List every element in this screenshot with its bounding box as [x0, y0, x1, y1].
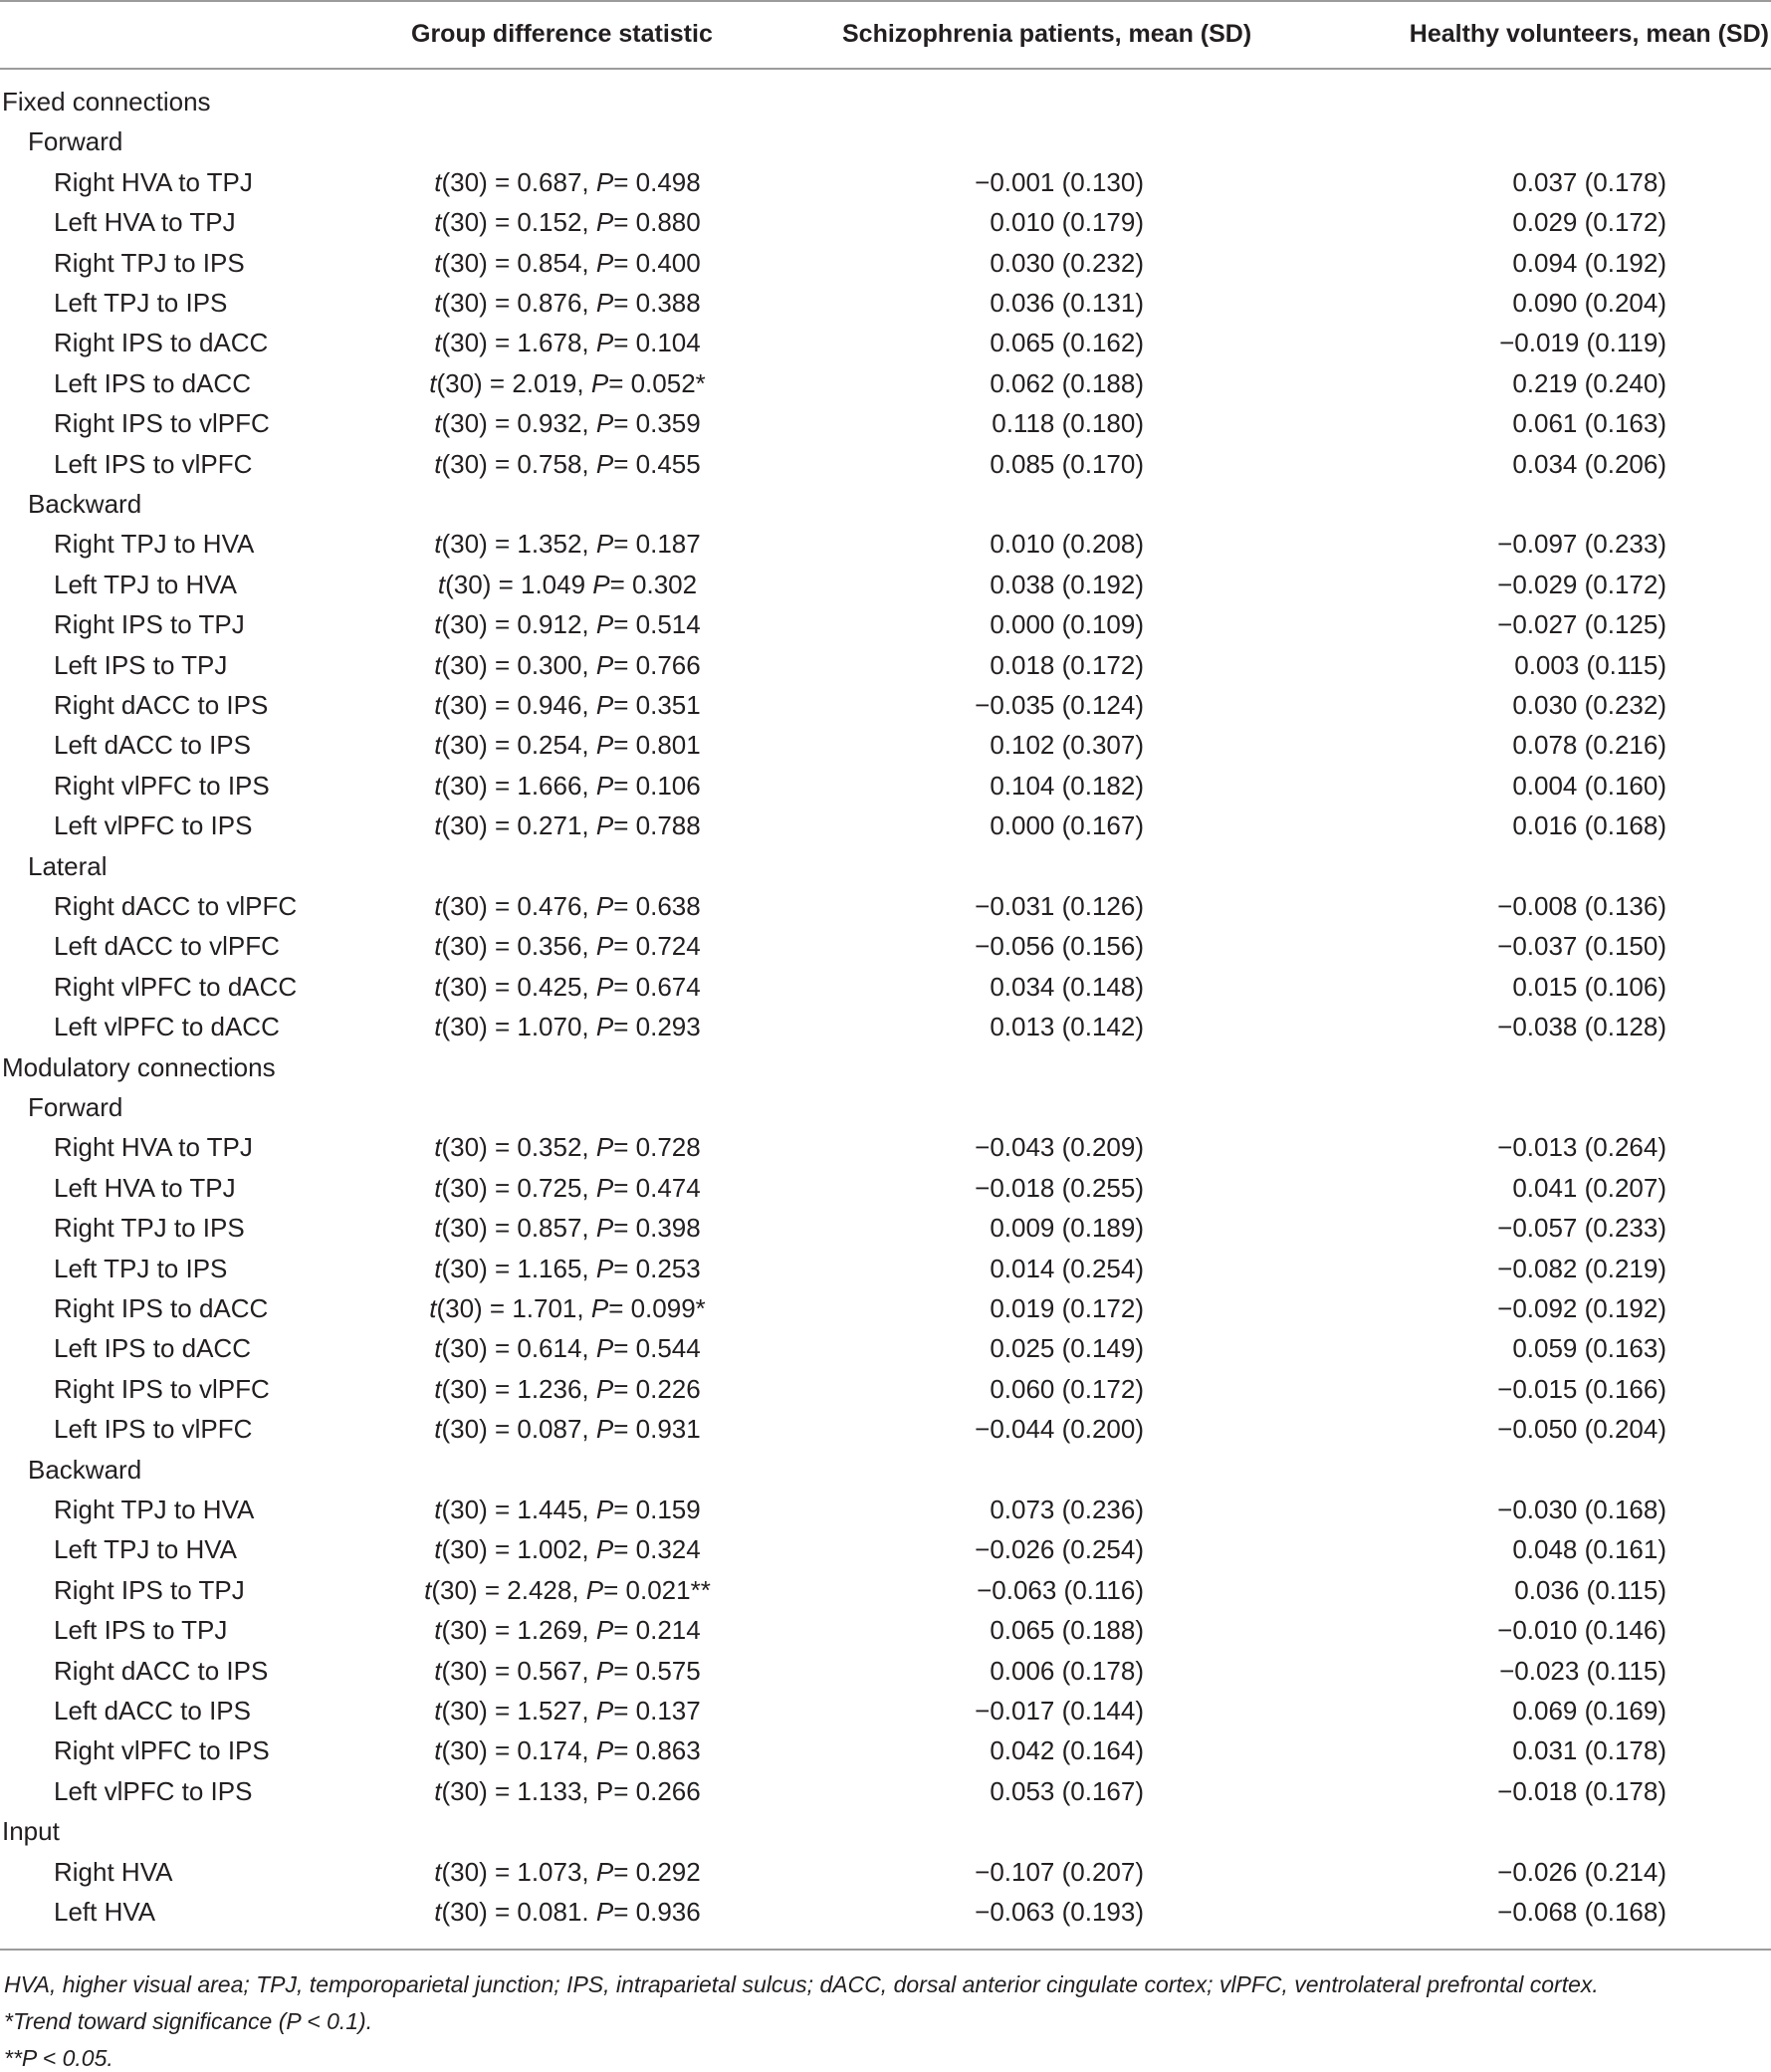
group-label: Forward [28, 1092, 123, 1122]
healthy-mean-cell: −0.030 (0.168) [1497, 1495, 1666, 1524]
schizophrenia-mean-cell: 0.038 (0.192) [990, 569, 1144, 599]
healthy-mean-cell: 0.031 (0.178) [1512, 1735, 1666, 1766]
table-row [0, 1529, 1771, 1569]
healthy-mean-cell: 0.219 (0.240) [1512, 367, 1666, 398]
healthy-mean-cell: 0.059 (0.163) [1512, 1333, 1666, 1364]
table-row [0, 806, 1771, 845]
schizophrenia-mean-cell: 0.006 (0.178) [990, 1655, 1144, 1686]
connection-label: Left IPS to dACC [54, 367, 251, 398]
table-row [0, 886, 1771, 926]
schizophrenia-mean-cell: 0.030 (0.232) [990, 247, 1144, 278]
healthy-mean-cell: 0.003 (0.115) [1514, 649, 1666, 680]
group-difference-cell: t(30) = 0.567, P= 0.575 [434, 1655, 701, 1686]
schizophrenia-mean-cell: 0.009 (0.189) [990, 1213, 1144, 1244]
header-healthy: Healthy volunteers, mean (SD) [1409, 20, 1769, 48]
healthy-mean-cell: −0.010 (0.146) [1497, 1615, 1666, 1646]
table-row [0, 766, 1771, 806]
healthy-mean-cell: −0.019 (0.119) [1499, 328, 1666, 358]
table-row [0, 1852, 1771, 1892]
healthy-mean-cell: −0.015 (0.166) [1497, 1373, 1666, 1404]
group-difference-cell: t(30) = 0.857, P= 0.398 [434, 1213, 701, 1244]
connection-label: Left IPS to vlPFC [54, 1414, 253, 1445]
schizophrenia-mean-cell: −0.017 (0.144) [975, 1696, 1144, 1726]
group-difference-cell: t(30) = 0.300, P= 0.766 [434, 649, 701, 680]
group-difference-cell: t(30) = 1.527, P= 0.137 [434, 1696, 701, 1726]
group-difference-cell: t(30) = 1.666, P= 0.106 [434, 770, 701, 801]
group-label: Backward [28, 1454, 142, 1485]
schizophrenia-mean-cell: 0.010 (0.208) [990, 529, 1144, 560]
section-row [0, 82, 1771, 121]
group-difference-cell: t(30) = 1.445, P= 0.159 [434, 1495, 701, 1524]
table-row [0, 1369, 1771, 1409]
connection-label: Left dACC to IPS [54, 1696, 251, 1726]
schizophrenia-mean-cell: 0.013 (0.142) [990, 1012, 1144, 1042]
schizophrenia-mean-cell: −0.018 (0.255) [975, 1172, 1144, 1203]
healthy-mean-cell: 0.061 (0.163) [1512, 408, 1666, 439]
table-row [0, 403, 1771, 443]
connection-label: Right TPJ to IPS [54, 1213, 245, 1244]
group-difference-cell: t(30) = 0.476, P= 0.638 [434, 891, 701, 921]
connection-label: Right TPJ to HVA [54, 1495, 255, 1524]
table-row [0, 363, 1771, 403]
group-row [0, 484, 1771, 524]
connection-label: Left IPS to TPJ [54, 649, 228, 680]
header-group-difference: Group difference statistic [411, 20, 713, 48]
connection-label: Right HVA to TPJ [54, 166, 253, 197]
group-label: Lateral [28, 850, 108, 881]
healthy-mean-cell: 0.069 (0.169) [1512, 1696, 1666, 1726]
connection-label: Left TPJ to IPS [54, 1253, 228, 1283]
healthy-mean-cell: −0.008 (0.136) [1497, 891, 1666, 921]
group-difference-cell: t(30) = 0.152, P= 0.880 [434, 207, 701, 238]
footnote-significance: **P < 0.05. [4, 2045, 113, 2071]
schizophrenia-mean-cell: 0.073 (0.236) [990, 1495, 1144, 1524]
group-label: Forward [28, 126, 123, 157]
schizophrenia-mean-cell: −0.063 (0.116) [977, 1574, 1144, 1605]
schizophrenia-mean-cell: 0.042 (0.164) [990, 1735, 1144, 1766]
footnote-trend: *Trend toward significance (P < 0.1). [4, 2008, 373, 2034]
healthy-mean-cell: −0.082 (0.219) [1497, 1253, 1666, 1283]
group-difference-cell: t(30) = 0.174, P= 0.863 [434, 1735, 701, 1766]
table-row [0, 1127, 1771, 1167]
connection-label: Left HVA to TPJ [54, 1172, 236, 1203]
table-header [0, 0, 1771, 70]
group-difference-cell: t(30) = 1.070, P= 0.293 [434, 1012, 701, 1042]
group-difference-cell: t(30) = 0.946, P= 0.351 [434, 690, 701, 720]
group-difference-cell: t(30) = 1.049 P= 0.302 [437, 569, 698, 599]
connection-label: Right IPS to TPJ [54, 609, 245, 640]
connection-label: Left IPS to dACC [54, 1333, 251, 1364]
table-row [0, 1651, 1771, 1691]
connection-label: Right vlPFC to IPS [54, 1735, 270, 1766]
group-difference-cell: t(30) = 1.165, P= 0.253 [434, 1253, 701, 1283]
healthy-mean-cell: 0.036 (0.115) [1514, 1574, 1666, 1605]
connection-label: Left vlPFC to IPS [54, 810, 253, 841]
group-difference-cell: t(30) = 0.687, P= 0.498 [434, 166, 701, 197]
schizophrenia-mean-cell: 0.000 (0.109) [990, 609, 1144, 640]
table-row [0, 685, 1771, 725]
healthy-mean-cell: 0.004 (0.160) [1512, 770, 1666, 801]
healthy-mean-cell: 0.029 (0.172) [1512, 207, 1666, 238]
table-row [0, 1771, 1771, 1811]
table-row [0, 202, 1771, 242]
healthy-mean-cell: −0.029 (0.172) [1497, 569, 1666, 599]
group-difference-cell: t(30) = 1.002, P= 0.324 [434, 1534, 701, 1565]
healthy-mean-cell: −0.013 (0.264) [1497, 1132, 1666, 1163]
group-difference-cell: t(30) = 0.271, P= 0.788 [434, 810, 701, 841]
schizophrenia-mean-cell: 0.018 (0.172) [990, 649, 1144, 680]
connection-label: Right HVA to TPJ [54, 1132, 253, 1163]
schizophrenia-mean-cell: 0.065 (0.188) [990, 1615, 1144, 1646]
healthy-mean-cell: 0.048 (0.161) [1512, 1534, 1666, 1565]
connection-label: Left HVA [54, 1897, 156, 1927]
group-difference-cell: t(30) = 0.725, P= 0.474 [434, 1172, 701, 1203]
healthy-mean-cell: −0.038 (0.128) [1497, 1012, 1666, 1042]
header-schizophrenia: Schizophrenia patients, mean (SD) [842, 20, 1252, 48]
group-label: Backward [28, 489, 142, 519]
healthy-mean-cell: −0.026 (0.214) [1497, 1856, 1666, 1887]
connection-label: Right dACC to IPS [54, 1655, 269, 1686]
table-row [0, 1691, 1771, 1730]
group-difference-cell: t(30) = 1.236, P= 0.226 [434, 1373, 701, 1404]
connection-label: Left TPJ to HVA [54, 569, 238, 599]
healthy-mean-cell: −0.023 (0.115) [1499, 1655, 1666, 1686]
group-difference-cell: t(30) = 1.701, P= 0.099* [429, 1293, 706, 1323]
table-row [0, 725, 1771, 765]
table-row [0, 565, 1771, 604]
schizophrenia-mean-cell: −0.001 (0.130) [975, 166, 1144, 197]
table-row [0, 604, 1771, 644]
connection-label: Right IPS to vlPFC [54, 1373, 270, 1404]
table-row [0, 1730, 1771, 1770]
connection-label: Right IPS to vlPFC [54, 408, 270, 439]
healthy-mean-cell: −0.057 (0.233) [1497, 1213, 1666, 1244]
table-row [0, 1007, 1771, 1046]
group-row [0, 846, 1771, 886]
group-difference-cell: t(30) = 0.352, P= 0.728 [434, 1132, 701, 1163]
table-row [0, 283, 1771, 323]
schizophrenia-mean-cell: 0.085 (0.170) [990, 448, 1144, 479]
table-row [0, 1208, 1771, 1248]
group-difference-cell: t(30) = 0.356, P= 0.724 [434, 931, 701, 962]
table-row [0, 926, 1771, 966]
connection-label: Left vlPFC to IPS [54, 1775, 253, 1806]
connection-label: Right TPJ to IPS [54, 247, 245, 278]
healthy-mean-cell: −0.097 (0.233) [1497, 529, 1666, 560]
section-row [0, 1047, 1771, 1087]
table-row [0, 1249, 1771, 1288]
section-label: Modulatory connections [2, 1051, 276, 1082]
schizophrenia-mean-cell: 0.014 (0.254) [990, 1253, 1144, 1283]
group-difference-cell: t(30) = 0.876, P= 0.388 [434, 288, 701, 318]
group-difference-cell: t(30) = 0.758, P= 0.455 [434, 448, 701, 479]
table-row [0, 1570, 1771, 1610]
connection-label: Left IPS to TPJ [54, 1615, 228, 1646]
table-row [0, 444, 1771, 484]
group-difference-cell: t(30) = 0.854, P= 0.400 [434, 247, 701, 278]
healthy-mean-cell: −0.092 (0.192) [1497, 1293, 1666, 1323]
healthy-mean-cell: −0.027 (0.125) [1497, 609, 1666, 640]
schizophrenia-mean-cell: 0.025 (0.149) [990, 1333, 1144, 1364]
table-bottom-rule [0, 1949, 1771, 1951]
connection-label: Left dACC to vlPFC [54, 931, 280, 962]
connection-label: Right TPJ to HVA [54, 529, 255, 560]
connection-label: Right dACC to IPS [54, 690, 269, 720]
table-row [0, 1168, 1771, 1208]
table-row [0, 323, 1771, 362]
group-difference-cell: t(30) = 1.678, P= 0.104 [434, 328, 701, 358]
schizophrenia-mean-cell: 0.036 (0.131) [990, 288, 1144, 318]
table-row [0, 243, 1771, 283]
schizophrenia-mean-cell: −0.056 (0.156) [975, 931, 1144, 962]
group-difference-cell: t(30) = 0.912, P= 0.514 [434, 609, 701, 640]
group-difference-cell: t(30) = 2.019, P= 0.052* [429, 367, 706, 398]
group-difference-cell: t(30) = 0.932, P= 0.359 [434, 408, 701, 439]
table-row [0, 524, 1771, 564]
group-difference-cell: t(30) = 1.133, P= 0.266 [434, 1775, 701, 1806]
healthy-mean-cell: 0.016 (0.168) [1512, 810, 1666, 841]
healthy-mean-cell: 0.037 (0.178) [1512, 166, 1666, 197]
connection-label: Left vlPFC to dACC [54, 1012, 280, 1042]
group-row [0, 1087, 1771, 1127]
connection-label: Right dACC to vlPFC [54, 891, 298, 921]
table-row [0, 1610, 1771, 1650]
connection-label: Left TPJ to HVA [54, 1534, 238, 1565]
table-row [0, 1490, 1771, 1529]
connection-label: Right vlPFC to IPS [54, 770, 270, 801]
group-difference-cell: t(30) = 2.428, P= 0.021** [424, 1574, 711, 1605]
connection-label: Left IPS to vlPFC [54, 448, 253, 479]
connection-label: Left HVA to TPJ [54, 207, 236, 238]
group-difference-cell: t(30) = 0.425, P= 0.674 [434, 971, 701, 1002]
table-row [0, 1409, 1771, 1449]
schizophrenia-mean-cell: −0.035 (0.124) [975, 690, 1144, 720]
section-row [0, 1811, 1771, 1851]
connection-label: Right IPS to TPJ [54, 1574, 245, 1605]
healthy-mean-cell: 0.030 (0.232) [1512, 690, 1666, 720]
group-row [0, 121, 1771, 161]
table-row [0, 1288, 1771, 1328]
connection-label: Left TPJ to IPS [54, 288, 228, 318]
healthy-mean-cell: 0.015 (0.106) [1512, 971, 1666, 1002]
healthy-mean-cell: −0.037 (0.150) [1497, 931, 1666, 962]
schizophrenia-mean-cell: −0.043 (0.209) [975, 1132, 1144, 1163]
group-difference-cell: t(30) = 0.614, P= 0.544 [434, 1333, 701, 1364]
section-label: Input [2, 1816, 60, 1847]
schizophrenia-mean-cell: 0.034 (0.148) [990, 971, 1144, 1002]
schizophrenia-mean-cell: 0.062 (0.188) [990, 367, 1144, 398]
healthy-mean-cell: 0.078 (0.216) [1512, 730, 1666, 761]
connection-label: Left dACC to IPS [54, 730, 251, 761]
table-row [0, 1892, 1771, 1932]
connection-label: Right vlPFC to dACC [54, 971, 298, 1002]
schizophrenia-mean-cell: −0.031 (0.126) [975, 891, 1144, 921]
group-difference-cell: t(30) = 0.254, P= 0.801 [434, 730, 701, 761]
group-difference-cell: t(30) = 1.269, P= 0.214 [434, 1615, 701, 1646]
schizophrenia-mean-cell: 0.010 (0.179) [990, 207, 1144, 238]
schizophrenia-mean-cell: −0.026 (0.254) [975, 1534, 1144, 1565]
schizophrenia-mean-cell: 0.102 (0.307) [990, 730, 1144, 761]
schizophrenia-mean-cell: 0.065 (0.162) [990, 328, 1144, 358]
group-difference-cell: t(30) = 0.087, P= 0.931 [434, 1414, 701, 1445]
footnote-abbreviations: HVA, higher visual area; TPJ, temporoparietal junction; IPS, intraparietal sulcus; dACC, dorsal anterior cingulate cortex; vlPFC, ventrolateral prefrontal cortex. [4, 1971, 1599, 1997]
schizophrenia-mean-cell: 0.104 (0.182) [990, 770, 1144, 801]
connection-label: Right IPS to dACC [54, 1293, 269, 1323]
connection-label: Right IPS to dACC [54, 328, 269, 358]
schizophrenia-mean-cell: 0.019 (0.172) [990, 1293, 1144, 1323]
group-difference-cell: t(30) = 1.352, P= 0.187 [434, 529, 701, 560]
group-difference-cell: t(30) = 0.081. P= 0.936 [434, 1897, 701, 1927]
healthy-mean-cell: 0.034 (0.206) [1512, 448, 1666, 479]
schizophrenia-mean-cell: 0.000 (0.167) [990, 810, 1144, 841]
section-label: Fixed connections [2, 87, 211, 116]
healthy-mean-cell: 0.041 (0.207) [1512, 1172, 1666, 1203]
table-row [0, 162, 1771, 202]
healthy-mean-cell: −0.018 (0.178) [1497, 1775, 1666, 1806]
group-row [0, 1450, 1771, 1490]
table-row [0, 1328, 1771, 1368]
table-row [0, 645, 1771, 685]
schizophrenia-mean-cell: 0.118 (0.180) [992, 408, 1144, 439]
connection-label: Right HVA [54, 1856, 173, 1887]
schizophrenia-mean-cell: −0.044 (0.200) [975, 1414, 1144, 1445]
group-difference-cell: t(30) = 1.073, P= 0.292 [434, 1856, 701, 1887]
healthy-mean-cell: −0.050 (0.204) [1497, 1414, 1666, 1445]
schizophrenia-mean-cell: 0.053 (0.167) [990, 1775, 1144, 1806]
healthy-mean-cell: −0.068 (0.168) [1497, 1897, 1666, 1927]
schizophrenia-mean-cell: −0.063 (0.193) [975, 1897, 1144, 1927]
healthy-mean-cell: 0.094 (0.192) [1512, 247, 1666, 278]
schizophrenia-mean-cell: −0.107 (0.207) [975, 1856, 1144, 1887]
schizophrenia-mean-cell: 0.060 (0.172) [990, 1373, 1144, 1404]
healthy-mean-cell: 0.090 (0.204) [1512, 288, 1666, 318]
table-row [0, 967, 1771, 1007]
